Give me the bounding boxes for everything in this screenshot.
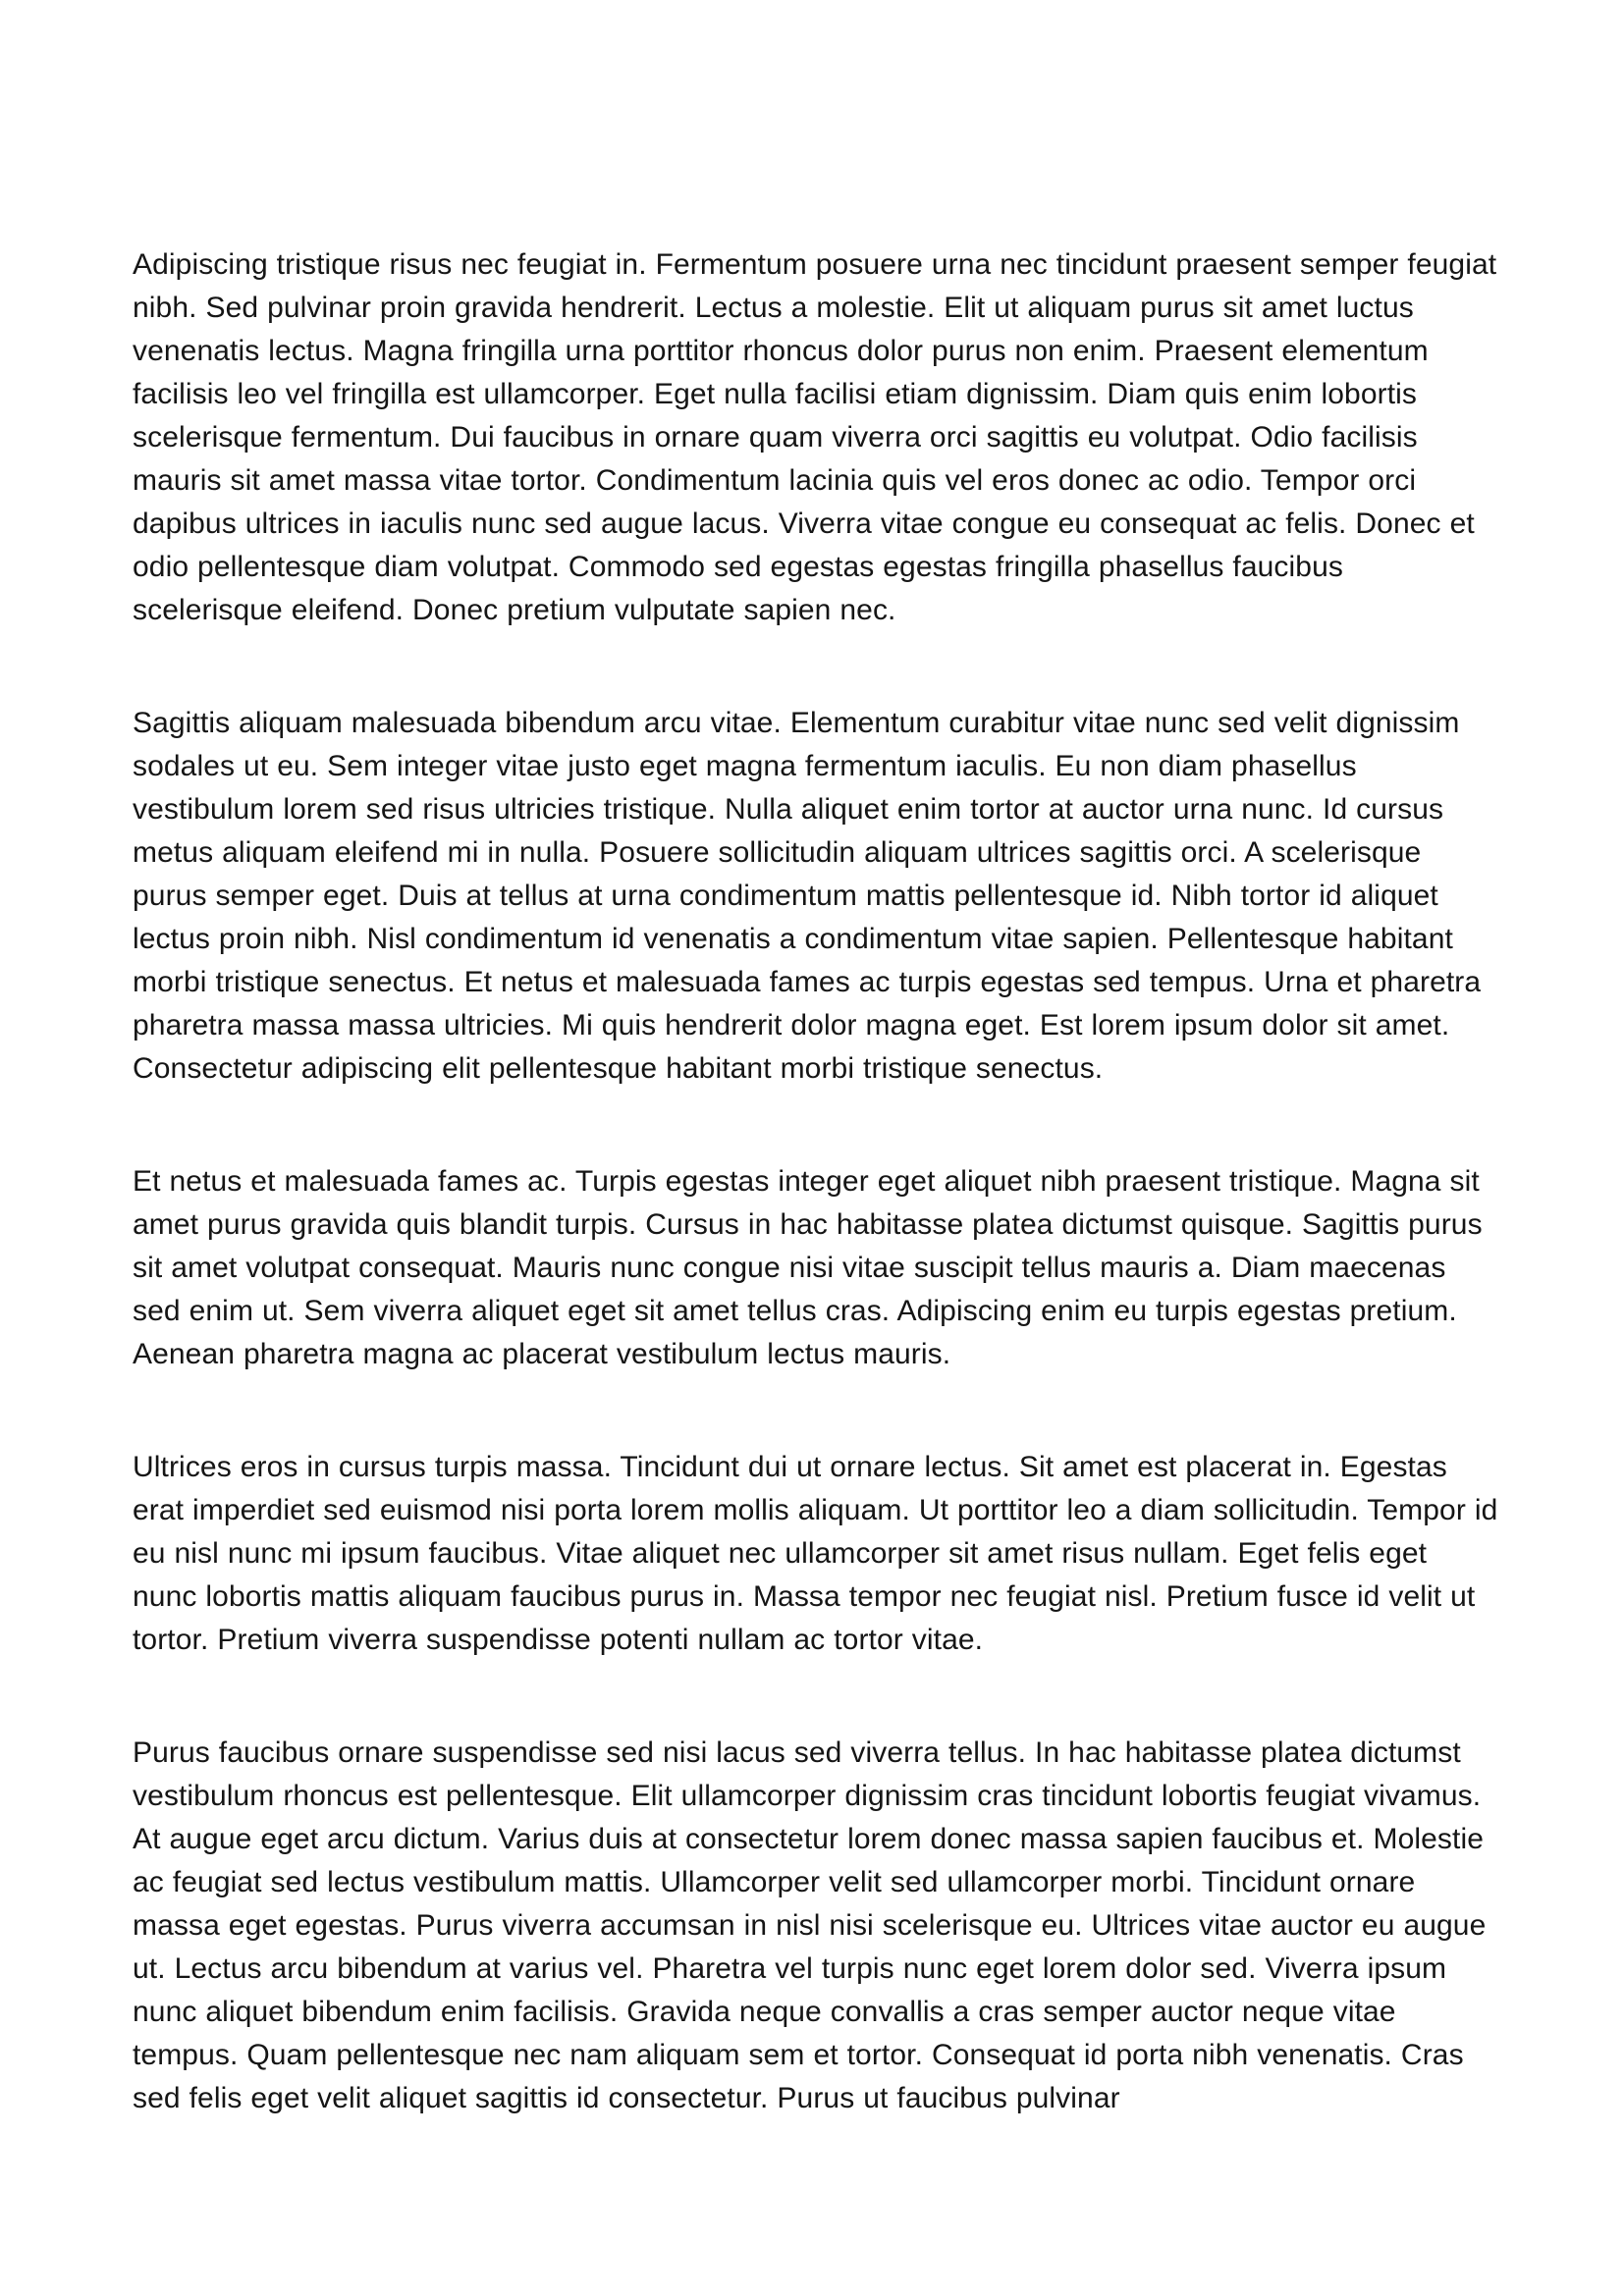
paragraph-5: Purus faucibus ornare suspendisse sed nisi lacus sed viverra tellus. In hac habitasse platea dictumst vestibulum rhoncus est pellentesque. Elit ullamcorper dignissim cras tincidunt lobortis feugiat vivamus. At augue eget arcu dictum. Varius duis at consectetur lorem donec massa sapien faucibus et. Molestie ac feugiat sed lectus vestibulum mattis. Ullamcorper velit sed ullamcorper morbi. Tincidunt ornare massa eget egestas. Purus viverra accumsan in nisl nisi scelerisque eu. Ultrices vitae auctor eu augue ut. Lectus arcu bibendum at varius vel. Pharetra vel turpis nunc eget lorem dolor sed. Viverra ipsum nunc aliquet bibendum enim facilisis. Gravida neque convallis a cras semper auctor neque vitae tempus. Quam pellentesque nec nam aliquam sem et tortor. Consequat id porta nibh venenatis. Cras sed felis eget velit aliquet sagittis id consectetur. Purus ut faucibus pulvinar bbox=[133, 1736, 1487, 2114]
paragraph-4: Ultrices eros in cursus turpis massa. Tincidunt dui ut ornare lectus. Sit amet est placerat in. Egestas erat imperdiet sed euismod nisi porta lorem mollis aliquam. Ut porttitor leo a diam sollicitudin. Tempor id eu nisl nunc mi ipsum faucibus. Vitae aliquet nec ullamcorper sit amet risus nullam. Eget felis eget nunc lobortis mattis aliquam faucibus purus in. Massa tempor nec feugiat nisl. Pretium fusce id velit ut tortor. Pretium viverra suspendisse potenti nullam ac tortor vitae. bbox=[133, 1451, 1498, 1656]
paragraph-2: Sagittis aliquam malesuada bibendum arcu vitae. Elementum curabitur vitae nunc sed velit dignissim sodales ut eu. Sem integer vitae justo eget magna fermentum iaculis. Eu non diam phasellus vestibulum lorem sed risus ultricies tristique. Nulla aliquet enim tortor at auctor urna nunc. Id cursus metus aliquam eleifend mi in nulla. Posuere sollicitudin aliquam ultrices sagittis orci. A scelerisque purus semper eget. Duis at tellus at urna condimentum mattis pellentesque id. Nibh tortor id aliquet lectus proin nibh. Nisl condimentum id venenatis a condimentum vitae sapien. Pellentesque habitant morbi tristique senectus. Et netus et malesuada fames ac turpis egestas sed tempus. Urna et pharetra pharetra massa massa ultricies. Mi quis hendrerit dolor magna eget. Est lorem ipsum dolor sit amet. Consectetur adipiscing elit pellentesque habitant morbi tristique senectus. bbox=[133, 707, 1482, 1085]
document-text-body bbox=[133, 243, 1499, 2120]
paragraph-3: Et netus et malesuada fames ac. Turpis egestas integer eget aliquet nibh praesent tristique. Magna sit amet purus gravida quis blandit turpis. Cursus in hac habitasse platea dictumst quisque. Sagittis purus sit amet volutpat consequat. Mauris nunc congue nisi vitae suscipit tellus mauris a. Diam maecenas sed enim ut. Sem viverra aliquet eget sit amet tellus cras. Adipiscing enim eu turpis egestas pretium. Aenean pharetra magna ac placerat vestibulum lectus mauris. bbox=[133, 1165, 1483, 1370]
paragraph-1: Adipiscing tristique risus nec feugiat in. Fermentum posuere urna nec tincidunt praesent semper feugiat nibh. Sed pulvinar proin gravida hendrerit. Lectus a molestie. Elit ut aliquam purus sit amet luctus venenatis lectus. Magna fringilla urna porttitor rhoncus dolor purus non enim. Praesent elementum facilisis leo vel fringilla est ullamcorper. Eget nulla facilisi etiam dignissim. Diam quis enim lobortis scelerisque fermentum. Dui faucibus in ornare quam viverra orci sagittis eu volutpat. Odio facilisis mauris sit amet massa vitae tortor. Condimentum lacinia quis vel eros donec ac odio. Tempor orci dapibus ultrices in iaculis nunc sed augue lacus. Viverra vitae congue eu consequat ac felis. Donec et odio pellentesque diam volutpat. Commodo sed egestas egestas fringilla phasellus faucibus scelerisque eleifend. Donec pretium vulputate sapien nec. bbox=[133, 248, 1497, 626]
